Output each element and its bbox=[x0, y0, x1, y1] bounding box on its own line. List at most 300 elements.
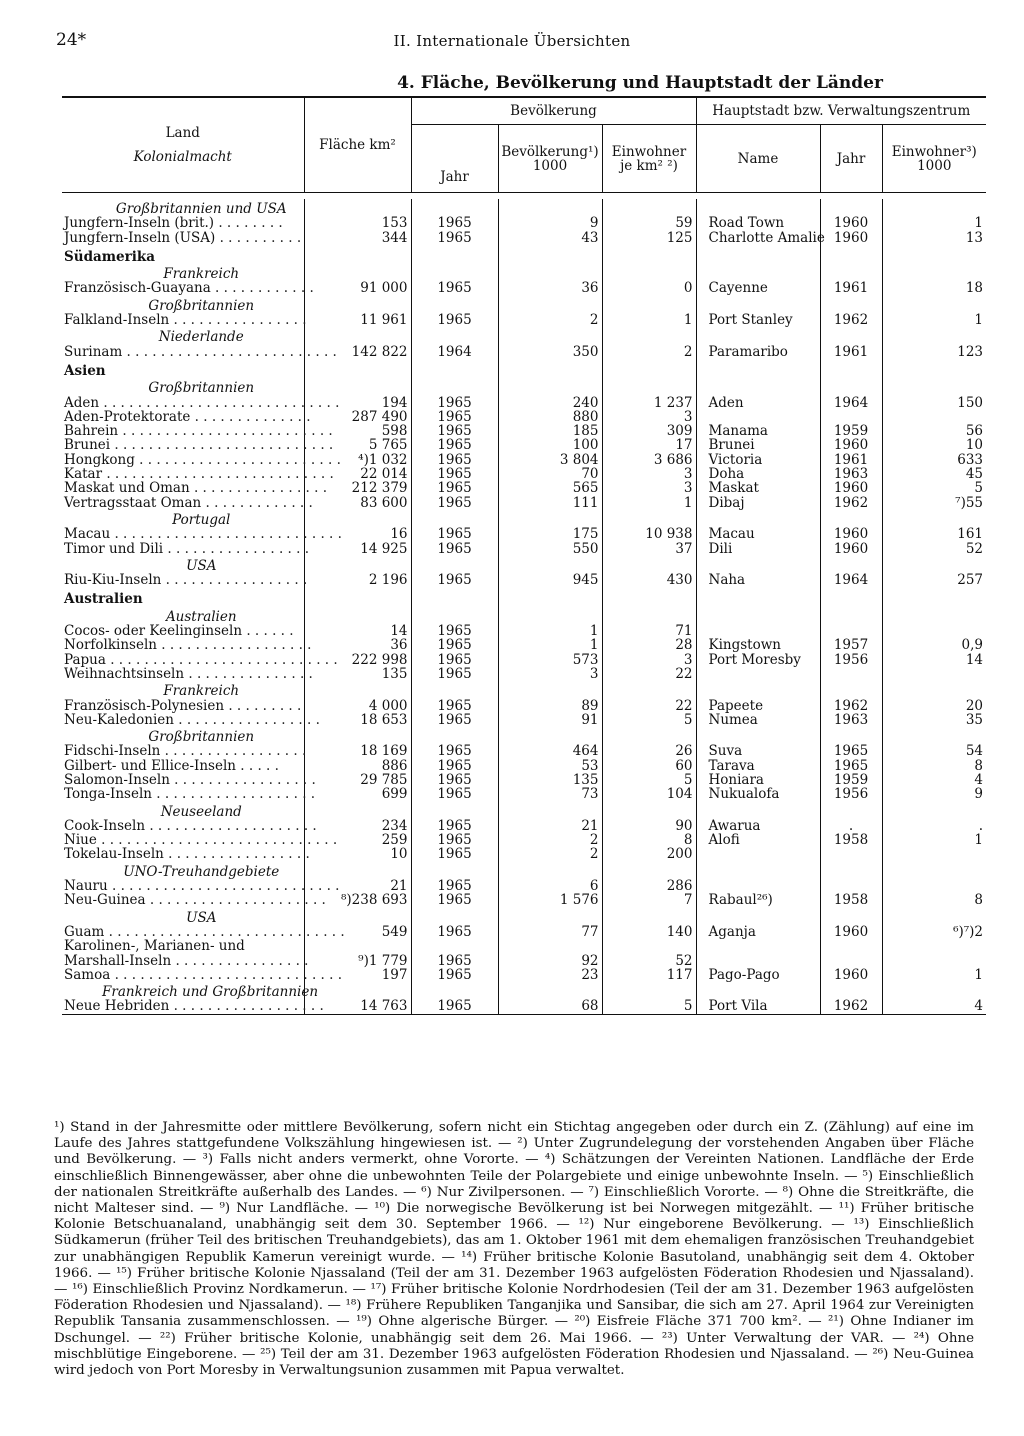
empty-cell bbox=[820, 245, 882, 264]
cell-jahr2: 1958 bbox=[820, 833, 882, 847]
cell-bev: 23 bbox=[498, 968, 602, 982]
colonial-power-heading: UNO-Treuhandgebiete bbox=[123, 863, 280, 880]
cell-einw: 0,9 bbox=[882, 638, 986, 652]
empty-cell bbox=[411, 264, 498, 281]
country-name: Tokelau-Inseln bbox=[64, 846, 164, 863]
cell-jahr2: 1960 bbox=[820, 925, 882, 939]
leader-dots: . . . . . . . . . . . . . . . . . . . . . . . . . . . . bbox=[104, 923, 345, 940]
empty-cell bbox=[498, 587, 602, 606]
cell-jahr2: 1960 bbox=[820, 481, 882, 495]
empty-cell bbox=[602, 199, 696, 216]
cell-einw: 8 bbox=[882, 893, 986, 907]
cell-land bbox=[62, 423, 333, 440]
empty-cell bbox=[882, 378, 986, 395]
cell-bev: 565 bbox=[498, 481, 602, 495]
cell-land bbox=[62, 665, 313, 682]
country-name: Französisch-Polynesien bbox=[64, 697, 225, 714]
leader-dots: . . . . . . . . . . . . . . bbox=[190, 408, 311, 425]
empty-cell bbox=[882, 587, 986, 606]
cell-bev: 185 bbox=[498, 424, 602, 438]
colonial-power-row bbox=[62, 264, 986, 281]
table-row bbox=[62, 573, 986, 587]
cell-name: Brunei bbox=[696, 438, 820, 452]
table-row bbox=[62, 787, 986, 801]
cell-name bbox=[696, 667, 820, 681]
cell-jahr2: 1956 bbox=[820, 653, 882, 667]
cell-jahr: 1965 bbox=[411, 396, 498, 410]
table-row bbox=[62, 653, 986, 667]
cell-jahr2: 1961 bbox=[820, 281, 882, 295]
empty-cell bbox=[696, 359, 820, 378]
country-name: Neue Hebriden bbox=[64, 998, 170, 1015]
cell-flaeche: 4 000 bbox=[304, 699, 411, 713]
header-bevoelkerung-group: Bevölkerung bbox=[411, 97, 696, 125]
empty-cell bbox=[696, 982, 820, 999]
empty-cell bbox=[411, 908, 498, 925]
header-land-label: Land bbox=[165, 125, 200, 141]
empty-cell bbox=[304, 510, 411, 527]
cell-name: Port Stanley bbox=[696, 313, 820, 327]
cell-jahr: 1965 bbox=[411, 879, 498, 893]
cell-dichte: 3 bbox=[602, 467, 696, 481]
empty-cell bbox=[498, 556, 602, 573]
table-row bbox=[62, 313, 986, 327]
cell-einw: 13 bbox=[882, 231, 986, 245]
cell-dichte: 90 bbox=[602, 819, 696, 833]
cell-land bbox=[62, 343, 337, 360]
table-body bbox=[62, 193, 986, 1015]
empty-cell bbox=[820, 327, 882, 344]
cell-jahr2: 1956 bbox=[820, 787, 882, 801]
empty-cell bbox=[696, 245, 820, 264]
region-heading: Australien bbox=[64, 591, 143, 608]
empty-cell bbox=[498, 982, 602, 999]
cell-land bbox=[62, 312, 307, 329]
cell-bev: 6 bbox=[498, 879, 602, 893]
cell-dichte: 0 bbox=[602, 281, 696, 295]
cell-einw: 10 bbox=[882, 438, 986, 452]
cell-dichte: 1 bbox=[602, 496, 696, 510]
colonial-power-row bbox=[62, 327, 986, 344]
cell-jahr: 1965 bbox=[411, 925, 498, 939]
empty-cell bbox=[696, 510, 820, 527]
colonial-power-row bbox=[62, 556, 986, 573]
table-row bbox=[62, 939, 986, 953]
cell-jahr: 1965 bbox=[411, 281, 498, 295]
colonial-power-heading: Großbritannien bbox=[148, 380, 255, 397]
cell-dichte bbox=[602, 939, 696, 953]
cell-einw: 4 bbox=[882, 999, 986, 1014]
cell-land bbox=[62, 651, 338, 668]
empty-cell bbox=[602, 802, 696, 819]
empty-cell bbox=[602, 908, 696, 925]
cell-flaeche: 222 998 bbox=[304, 653, 411, 667]
cell-flaeche: 142 822 bbox=[304, 345, 411, 359]
table-title: 4. Fläche, Bevölkerung und Hauptstadt der Länder bbox=[397, 73, 883, 93]
cell-name: Macau bbox=[696, 527, 820, 541]
running-head: II. Internationale Übersichten bbox=[393, 32, 631, 50]
cell-land bbox=[62, 998, 324, 1015]
cell-name: Pago-Pago bbox=[696, 968, 820, 982]
colonial-power-row bbox=[62, 862, 986, 879]
cell-flaeche: 14 bbox=[304, 624, 411, 638]
cell-dichte: 5 bbox=[602, 713, 696, 727]
country-name: Marshall-Inseln bbox=[64, 952, 172, 969]
empty-cell bbox=[498, 327, 602, 344]
cell-bev: 2 bbox=[498, 313, 602, 327]
cell-bev: 53 bbox=[498, 759, 602, 773]
table-row bbox=[62, 893, 986, 907]
empty-cell bbox=[411, 199, 498, 216]
cell-einw: ⁶)⁷)2 bbox=[882, 925, 986, 939]
table-row bbox=[62, 496, 986, 510]
empty-cell bbox=[882, 296, 986, 313]
leader-dots: . . . . . . . . . . . . . . . . . bbox=[161, 572, 308, 589]
cell-jahr: 1965 bbox=[411, 496, 498, 510]
empty-cell bbox=[820, 681, 882, 698]
leader-dots: . . . . . . . . . . . . . . . . . . . . . . . . . . . bbox=[105, 651, 338, 668]
cell-jahr2: 1965 bbox=[820, 744, 882, 758]
cell-jahr: 1965 bbox=[411, 667, 498, 681]
cell-jahr: 1965 bbox=[411, 216, 498, 230]
cell-bev: 36 bbox=[498, 281, 602, 295]
cell-jahr: 1965 bbox=[411, 453, 498, 467]
leader-dots: . . . . . . . . . . . . . . . . . bbox=[173, 711, 320, 728]
country-name: Macau bbox=[64, 526, 111, 543]
colonial-power-heading: Portugal bbox=[172, 511, 231, 528]
cell-flaeche: 212 379 bbox=[304, 481, 411, 495]
cell-einw: 18 bbox=[882, 281, 986, 295]
empty-cell bbox=[304, 607, 411, 624]
cell-land bbox=[62, 699, 304, 713]
cell-jahr2: 1963 bbox=[820, 467, 882, 481]
empty-cell bbox=[820, 378, 882, 395]
cell-flaeche: 234 bbox=[304, 819, 411, 833]
country-name: Cook-Inseln bbox=[64, 817, 146, 834]
cell-einw: 123 bbox=[882, 345, 986, 359]
cell-jahr: 1965 bbox=[411, 638, 498, 652]
cell-jahr: 1965 bbox=[411, 624, 498, 638]
leader-dots: . . . . . . . . bbox=[214, 215, 283, 232]
cell-bev: 1 bbox=[498, 624, 602, 638]
cell-jahr: 1965 bbox=[411, 424, 498, 438]
cell-flaeche: 14 925 bbox=[304, 542, 411, 556]
table-row bbox=[62, 396, 986, 410]
cell-dichte: 60 bbox=[602, 759, 696, 773]
empty-cell bbox=[411, 587, 498, 606]
empty-cell bbox=[498, 727, 602, 744]
cell-dichte: 17 bbox=[602, 438, 696, 452]
table-row bbox=[62, 624, 986, 638]
empty-cell bbox=[882, 908, 986, 925]
empty-cell bbox=[602, 587, 696, 606]
colonial-power-heading: Großbritannien bbox=[148, 297, 255, 314]
empty-cell bbox=[696, 199, 820, 216]
cell-land bbox=[62, 480, 328, 497]
cell-flaeche: 135 bbox=[304, 667, 411, 681]
cell-jahr: 1965 bbox=[411, 699, 498, 713]
colonial-power-row bbox=[62, 378, 986, 395]
cell-jahr2: 1961 bbox=[820, 345, 882, 359]
cell-dichte: 37 bbox=[602, 542, 696, 556]
empty-cell bbox=[411, 296, 498, 313]
leader-dots: . . . . . . . . . . . . . . . . . bbox=[163, 846, 310, 863]
table-row bbox=[62, 424, 986, 438]
empty-cell bbox=[498, 802, 602, 819]
country-name: Gilbert- und Ellice-Inseln bbox=[64, 757, 236, 774]
cell-bev: 1 bbox=[498, 638, 602, 652]
cell-name bbox=[696, 939, 820, 953]
cell-name bbox=[696, 847, 820, 861]
country-name: Samoa bbox=[64, 966, 111, 983]
table-row bbox=[62, 638, 986, 652]
cell-jahr2: 1960 bbox=[820, 438, 882, 452]
table-row bbox=[62, 833, 986, 847]
table-row bbox=[62, 438, 986, 452]
table-row bbox=[62, 773, 986, 787]
colonial-power-heading: Niederlande bbox=[158, 329, 244, 346]
cell-jahr: 1965 bbox=[411, 313, 498, 327]
leader-dots: . . . . . . . . . . bbox=[215, 229, 302, 246]
cell-land bbox=[62, 878, 340, 895]
cell-bev: 550 bbox=[498, 542, 602, 556]
empty-cell bbox=[411, 607, 498, 624]
cell-jahr: 1965 bbox=[411, 481, 498, 495]
leader-dots: . . . . . . . . . . . . . . . . . bbox=[163, 540, 310, 557]
country-name: Neu-Kaledonien bbox=[64, 711, 174, 728]
cell-land bbox=[62, 466, 334, 483]
empty-cell bbox=[304, 264, 411, 281]
cell-einw: ⁷)55 bbox=[882, 496, 986, 510]
header-flaeche: Fläche km² bbox=[304, 97, 411, 193]
cell-bev bbox=[498, 939, 602, 953]
cell-dichte: 8 bbox=[602, 833, 696, 847]
empty-cell bbox=[304, 245, 411, 264]
cell-dichte: 3 686 bbox=[602, 453, 696, 467]
cell-land bbox=[62, 952, 309, 969]
cell-land bbox=[62, 743, 307, 760]
cell-einw bbox=[882, 847, 986, 861]
country-name: Timor und Dili bbox=[64, 540, 164, 557]
leader-dots: . . . . . . . . . . . . . . . . . . . . . . . . . . . . bbox=[99, 394, 340, 411]
cell-name: Cayenne bbox=[696, 281, 820, 295]
cell-einw: . bbox=[882, 819, 986, 833]
cell-name: Maskat bbox=[696, 481, 820, 495]
cell-jahr2: 1962 bbox=[820, 313, 882, 327]
empty-cell bbox=[602, 727, 696, 744]
empty-cell bbox=[498, 264, 602, 281]
cell-einw: 52 bbox=[882, 542, 986, 556]
cell-name: Numea bbox=[696, 713, 820, 727]
cell-einw: 1 bbox=[882, 968, 986, 982]
country-name: Jungfern-Inseln (USA) bbox=[64, 229, 216, 246]
empty-cell bbox=[696, 327, 820, 344]
cell-dichte: 7 bbox=[602, 893, 696, 907]
cell-dichte: 286 bbox=[602, 879, 696, 893]
empty-cell bbox=[602, 510, 696, 527]
country-name: Bahrein bbox=[64, 423, 119, 440]
cell-einw: 14 bbox=[882, 653, 986, 667]
empty-cell bbox=[411, 556, 498, 573]
cell-flaeche: 29 785 bbox=[304, 773, 411, 787]
cell-bev: 2 bbox=[498, 833, 602, 847]
cell-land bbox=[62, 572, 308, 589]
cell-name: Doha bbox=[696, 467, 820, 481]
empty-cell bbox=[696, 862, 820, 879]
cell-flaeche: 11 961 bbox=[304, 313, 411, 327]
empty-cell bbox=[411, 681, 498, 698]
cell-jahr2: 1960 bbox=[820, 231, 882, 245]
empty-cell bbox=[820, 264, 882, 281]
empty-cell bbox=[820, 587, 882, 606]
cell-name bbox=[696, 410, 820, 424]
page-number: 24* bbox=[56, 30, 87, 50]
colonial-power-row bbox=[62, 296, 986, 313]
cell-jahr: 1965 bbox=[411, 787, 498, 801]
cell-bev: 945 bbox=[498, 573, 602, 587]
cell-flaeche: 16 bbox=[304, 527, 411, 541]
cell-bev: 135 bbox=[498, 773, 602, 787]
table-row bbox=[62, 999, 986, 1014]
colonial-power-row bbox=[62, 908, 986, 925]
cell-flaeche: 549 bbox=[304, 925, 411, 939]
cell-jahr2 bbox=[820, 410, 882, 424]
empty-cell bbox=[498, 862, 602, 879]
empty-cell bbox=[882, 727, 986, 744]
empty-cell bbox=[820, 862, 882, 879]
cell-einw: 633 bbox=[882, 453, 986, 467]
cell-dichte: 59 bbox=[602, 216, 696, 230]
cell-jahr2: 1963 bbox=[820, 713, 882, 727]
country-name: Salomon-Inseln bbox=[64, 771, 170, 788]
leader-dots: . . . . . . . . . . . . . . . . . bbox=[169, 771, 316, 788]
empty-cell bbox=[820, 802, 882, 819]
cell-jahr2: 1959 bbox=[820, 424, 882, 438]
country-name: Papua bbox=[64, 651, 106, 668]
leader-dots: . . . . . . . . . . . . . . . . . . . . bbox=[145, 817, 317, 834]
cell-name: Tarava bbox=[696, 759, 820, 773]
cell-bev: 21 bbox=[498, 819, 602, 833]
empty-cell bbox=[602, 296, 696, 313]
cell-land bbox=[62, 771, 316, 788]
cell-flaeche: 344 bbox=[304, 231, 411, 245]
country-name: Surinam bbox=[64, 343, 123, 360]
empty-cell bbox=[882, 681, 986, 698]
empty-cell bbox=[820, 556, 882, 573]
cell-jahr2: 1959 bbox=[820, 773, 882, 787]
cell-dichte: 200 bbox=[602, 847, 696, 861]
cell-jahr bbox=[411, 939, 498, 953]
cell-land bbox=[62, 846, 310, 863]
cell-land bbox=[62, 759, 304, 773]
cell-einw: 257 bbox=[882, 573, 986, 587]
cell-jahr: 1965 bbox=[411, 744, 498, 758]
empty-cell bbox=[411, 510, 498, 527]
cell-name: Awarua bbox=[696, 819, 820, 833]
cell-flaeche: 287 490 bbox=[304, 410, 411, 424]
cell-flaeche: 18 169 bbox=[304, 744, 411, 758]
colonial-power-heading: Neuseeland bbox=[160, 803, 242, 820]
colonial-power-heading: Frankreich und Großbritannien bbox=[102, 984, 319, 1001]
empty-cell bbox=[882, 327, 986, 344]
cell-bev: 464 bbox=[498, 744, 602, 758]
cell-name: Manama bbox=[696, 424, 820, 438]
empty-cell bbox=[696, 908, 820, 925]
cell-bev: 3 bbox=[498, 667, 602, 681]
country-name: Vertragsstaat Oman bbox=[64, 494, 202, 511]
header-name: Name bbox=[696, 125, 820, 193]
table-row bbox=[62, 954, 986, 968]
empty-cell bbox=[304, 587, 411, 606]
empty-cell bbox=[882, 359, 986, 378]
leader-dots: . . . . . . . . . . . . . . . . bbox=[169, 312, 307, 329]
empty-cell bbox=[696, 681, 820, 698]
empty-cell bbox=[411, 327, 498, 344]
header-land bbox=[62, 97, 304, 193]
cell-flaeche: ⁸)238 693 bbox=[304, 893, 411, 907]
country-name: Tonga-Inseln bbox=[64, 786, 152, 803]
cell-einw: 161 bbox=[882, 527, 986, 541]
cell-name: Aganja bbox=[696, 925, 820, 939]
country-name: Aden-Protektorate bbox=[64, 408, 191, 425]
region-heading-row bbox=[62, 587, 986, 606]
leader-dots: . . . . . . . . . . . . . . . bbox=[184, 665, 313, 682]
cell-bev: 350 bbox=[498, 345, 602, 359]
leader-dots: . . . . . . . . . . . . . . . . . . . . . . . . . bbox=[122, 343, 337, 360]
cell-name: Port Vila bbox=[696, 999, 820, 1014]
header-jahr: Jahr bbox=[411, 125, 498, 193]
empty-cell bbox=[602, 264, 696, 281]
cell-name: Alofi bbox=[696, 833, 820, 847]
country-name: Falkland-Inseln bbox=[64, 312, 170, 329]
cell-jahr2: 1964 bbox=[820, 396, 882, 410]
empty-cell bbox=[882, 510, 986, 527]
header-bevoelkerung: Bevölkerung¹) 1000 bbox=[498, 125, 602, 193]
cell-flaeche: 699 bbox=[304, 787, 411, 801]
cell-jahr: 1964 bbox=[411, 345, 498, 359]
cell-flaeche bbox=[304, 939, 411, 953]
empty-cell bbox=[820, 296, 882, 313]
country-name: Norfolkinseln bbox=[64, 637, 157, 654]
leader-dots: . . . . . . . . . . . . . . . . . bbox=[160, 743, 307, 760]
colonial-power-row bbox=[62, 607, 986, 624]
table-row bbox=[62, 968, 986, 982]
empty-cell bbox=[820, 607, 882, 624]
table-row bbox=[62, 879, 986, 893]
empty-cell bbox=[411, 862, 498, 879]
empty-cell bbox=[304, 862, 411, 879]
cell-dichte: 125 bbox=[602, 231, 696, 245]
cell-bev: 880 bbox=[498, 410, 602, 424]
empty-cell bbox=[602, 556, 696, 573]
cell-dichte: 3 bbox=[602, 653, 696, 667]
empty-cell bbox=[882, 264, 986, 281]
table-row bbox=[62, 759, 986, 773]
leader-dots: . . . . . . . . . . . . . . . . . . . . . . . . . . . bbox=[102, 466, 334, 483]
cell-jahr2: 1960 bbox=[820, 542, 882, 556]
leader-dots: . . . . . . . . . . . . . . . . bbox=[189, 480, 328, 497]
cell-einw bbox=[882, 879, 986, 893]
table-row bbox=[62, 819, 986, 833]
cell-einw bbox=[882, 954, 986, 968]
cell-land bbox=[62, 637, 312, 654]
country-name: Riu-Kiu-Inseln bbox=[64, 572, 162, 589]
region-heading: Südamerika bbox=[64, 248, 155, 265]
cell-land bbox=[62, 394, 340, 411]
cell-flaeche: 153 bbox=[304, 216, 411, 230]
empty-cell bbox=[411, 802, 498, 819]
country-name: Hongkong bbox=[64, 451, 135, 468]
